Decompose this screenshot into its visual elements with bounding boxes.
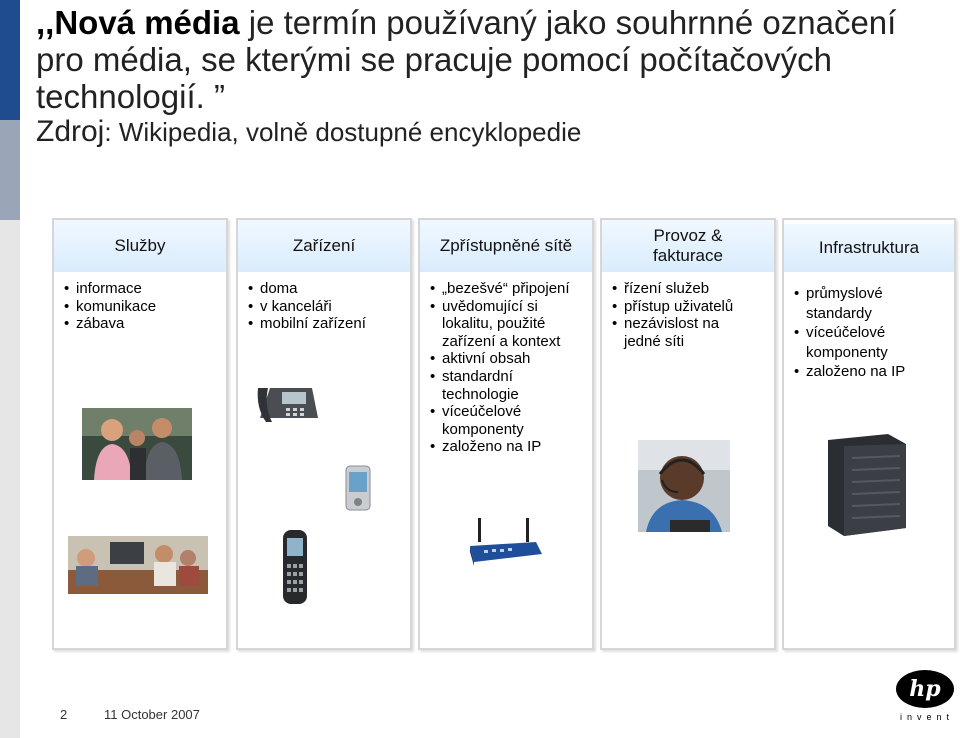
list-item-continuation: zařízení a kontext: [442, 332, 561, 350]
list-item: • v kanceláři: [248, 298, 366, 316]
router-image: [464, 514, 544, 570]
list-item: • doma: [248, 280, 366, 298]
column-title: Infrastruktura: [818, 238, 920, 257]
bullet-list: [612, 280, 733, 350]
list-item-continuation: komponenty: [442, 420, 524, 438]
source-text: Wikipedia, volně dostupné encyklopedie: [111, 117, 582, 147]
source-line: [36, 115, 581, 149]
list-item-continuation: lokalitu, použité: [442, 315, 546, 333]
bullet-list: [64, 280, 156, 333]
accent-bar-light: [0, 120, 20, 220]
column-title: Služby: [114, 236, 166, 255]
list-item: • uvědomující si: [430, 298, 570, 316]
accent-bar-dark: [0, 0, 20, 120]
open-quote: ,,: [36, 4, 55, 41]
list-item: • informace: [64, 280, 156, 298]
list-item: • „bezešvé“ připojení: [430, 280, 570, 298]
column-header: [54, 220, 226, 272]
server-rack-image: [818, 430, 914, 538]
source-colon: :: [104, 117, 112, 147]
list-item: • průmyslové: [794, 284, 905, 304]
list-item-continuation: komponenty: [806, 343, 888, 361]
column-devices: [236, 218, 412, 650]
definition: je termín používaný jako souhrnné označení pro média, se kterými se pracuje pomocí počítačových technologií.: [36, 4, 897, 115]
pda-image: [344, 464, 372, 512]
column-header: [420, 220, 592, 272]
column-header: [784, 224, 954, 272]
column-header: [238, 220, 410, 272]
list-item-continuation: technologie: [442, 385, 519, 403]
intro-quote: [36, 4, 936, 115]
list-item-continuation: jedné síti: [624, 332, 685, 350]
list-item: • založeno na IP: [794, 362, 905, 382]
hp-logo: [896, 670, 954, 708]
list-item: • komunikace: [64, 298, 156, 316]
page-number: 2: [60, 707, 68, 722]
logo-tagline: invent: [900, 712, 955, 722]
list-item: • zábava: [64, 315, 156, 333]
list-item: • přístup uživatelů: [612, 298, 733, 316]
mobile-phone-image: [280, 528, 310, 606]
footer-date: 11 October 2007: [104, 707, 200, 722]
close-quote: ”: [204, 78, 225, 115]
list-item: • nezávislost na: [612, 315, 733, 333]
list-item-continuation: standardy: [806, 304, 872, 322]
column-networks: [418, 218, 594, 650]
list-item: • aktivní obsah: [430, 350, 570, 368]
column-services: [52, 218, 228, 650]
list-item: • víceúčelové: [794, 323, 905, 343]
column-title: Zpřístupněné sítě: [439, 236, 573, 255]
column-header: [602, 220, 774, 272]
bullet-list: [430, 280, 570, 456]
column-title: Provoz & fakturace: [653, 226, 723, 265]
list-item: • založeno na IP: [430, 438, 570, 456]
column-infrastructure: [782, 218, 956, 650]
bullet-list: [794, 284, 905, 382]
bullet-list: [248, 280, 366, 333]
support-agent-photo: [638, 440, 730, 532]
photo-people-phones: [82, 408, 192, 480]
left-accent-bar: [0, 0, 20, 738]
list-item: • mobilní zařízení: [248, 315, 366, 333]
column-operations-billing: [600, 218, 776, 650]
term: Nová média: [54, 4, 240, 41]
list-item: • víceúčelové: [430, 403, 570, 421]
logo-brand: hp: [909, 676, 941, 702]
source-label: Zdroj: [36, 115, 105, 148]
list-item: • standardní: [430, 368, 570, 386]
photo-family-tv: [68, 536, 208, 594]
list-item: • řízení služeb: [612, 280, 733, 298]
desk-phone-image: [256, 378, 320, 426]
column-title: Zařízení: [292, 236, 356, 255]
